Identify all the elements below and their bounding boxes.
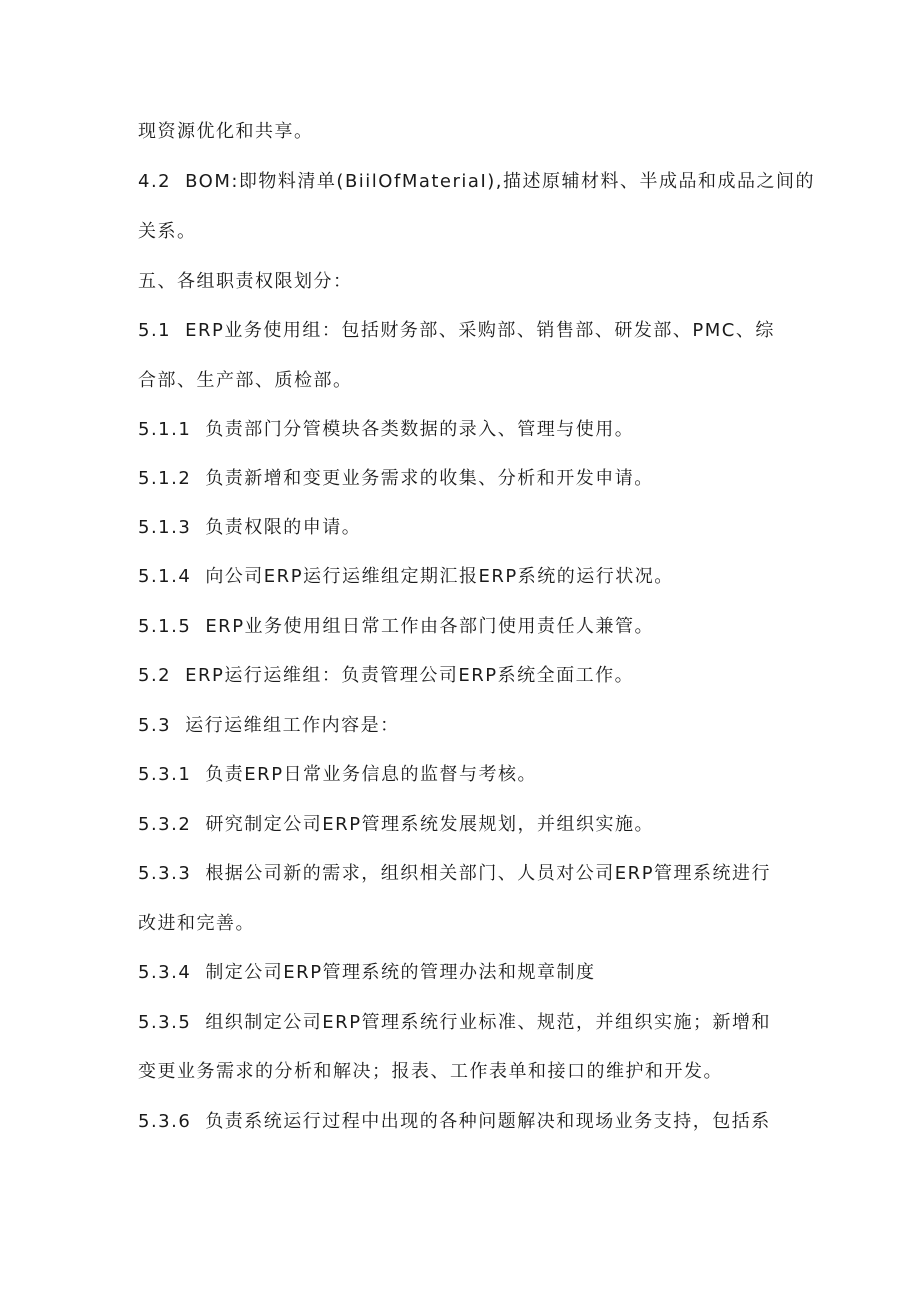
text-line: 5.3.5 组织制定公司ERP管理系统行业标准、规范，并组织实施；新增和 — [138, 1012, 772, 1033]
section-number: 5.3.1 — [138, 764, 192, 785]
text-line: 5.2 ERP运行运维组：负责管理公司ERP系统全面工作。 — [138, 665, 635, 686]
section-number: 5.3.2 — [138, 814, 192, 835]
section-number: 5.1.4 — [138, 566, 192, 587]
section-number: 5.3.4 — [138, 962, 192, 983]
text-line: 关系。 — [138, 221, 197, 242]
text-line: 变更业务需求的分析和解决；报表、工作表单和接口的维护和开发。 — [138, 1061, 723, 1082]
section-number: 5.3.3 — [138, 863, 192, 884]
text-line: 5.1.2 负责新增和变更业务需求的收集、分析和开发申请。 — [138, 468, 654, 489]
section-number: 5.3.6 — [138, 1111, 192, 1132]
text-line: 4.2 BOM:即物料清单(BiilOfMateriaI),描述原辅材料、半成品和成品之间的 — [138, 171, 815, 192]
section-number: 5.2 — [138, 665, 172, 686]
text-line: 改进和完善。 — [138, 913, 255, 934]
text-line: 5.3.4 制定公司ERP管理系统的管理办法和规章制度 — [138, 962, 596, 983]
text-line: 5.1.5 ERP业务使用组日常工作由各部门使用责任人兼管。 — [138, 616, 655, 637]
text-line: 5.3.3 根据公司新的需求，组织相关部门、人员对公司ERP管理系统进行 — [138, 863, 772, 884]
text-line: 5.1 ERP业务使用组：包括财务部、采购部、销售部、研发部、PMC、综 — [138, 320, 775, 341]
text-line: 5.3.2 研究制定公司ERP管理系统发展规划，并组织实施。 — [138, 814, 655, 835]
text-line: 现资源优化和共享。 — [138, 121, 314, 142]
section-number: 5.1.2 — [138, 468, 192, 489]
section-number: 5.1.3 — [138, 517, 192, 538]
text-line: 5.3.6 负责系统运行过程中出现的各种问题解决和现场业务支持，包括系 — [138, 1111, 771, 1132]
text-line: 5.3 运行运维组工作内容是： — [138, 715, 400, 736]
section-number: 5.3 — [138, 715, 172, 736]
section-number: 5.3.5 — [138, 1012, 192, 1033]
text-line: 5.1.1 负责部门分管模块各类数据的录入、管理与使用。 — [138, 419, 635, 440]
section-number: 5.1 — [138, 320, 172, 341]
text-line: 合部、生产部、质检部。 — [138, 370, 353, 391]
text-line: 5.3.1 负责ERP日常业务信息的监督与考核。 — [138, 764, 538, 785]
section-heading: 五、各组职责权限划分： — [138, 271, 353, 292]
section-number: 5.1.5 — [138, 616, 192, 637]
section-number: 5.1.1 — [138, 419, 192, 440]
text-line: 5.1.3 负责权限的申请。 — [138, 517, 362, 538]
text-line: 5.1.4 向公司ERP运行运维组定期汇报ERP系统的运行状况。 — [138, 566, 674, 587]
section-number: 4.2 — [138, 171, 172, 192]
